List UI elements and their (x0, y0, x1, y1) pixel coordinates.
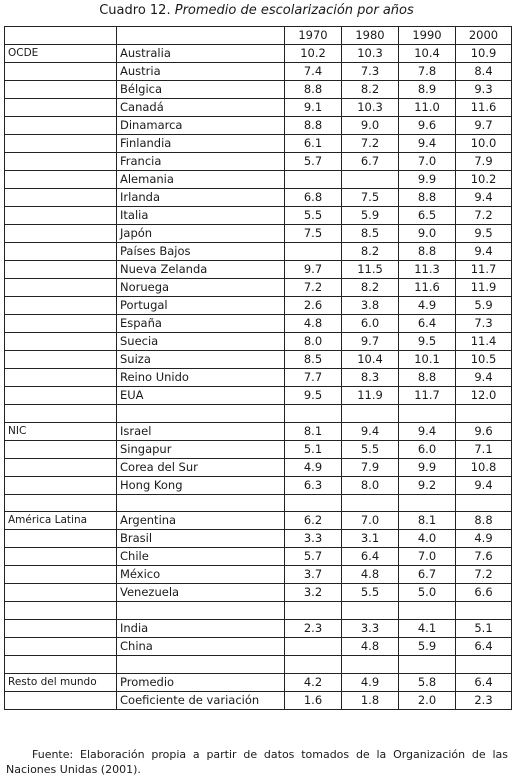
value-cell: 7.3 (342, 63, 399, 81)
value-cell: 6.7 (399, 566, 456, 584)
value-cell: 4.9 (285, 458, 342, 476)
value-cell: 1.8 (342, 691, 399, 709)
value-cell: 6.4 (399, 315, 456, 333)
table-row (5, 691, 512, 709)
value-cell: 6.8 (285, 189, 342, 207)
group-cell (5, 243, 117, 261)
value-cell: 6.2 (285, 512, 342, 530)
table-row (5, 620, 512, 638)
value-cell: 5.1 (456, 620, 512, 638)
country-cell: Países Bajos (117, 243, 285, 261)
table-row (5, 638, 512, 656)
value-cell: 1.6 (285, 691, 342, 709)
value-cell: 10.9 (456, 45, 512, 63)
value-cell: 4.8 (285, 315, 342, 333)
table-row (5, 673, 512, 691)
value-cell: 9.5 (456, 225, 512, 243)
group-cell (5, 189, 117, 207)
value-cell: 6.1 (285, 135, 342, 153)
value-cell: 8.5 (342, 225, 399, 243)
header-group (5, 27, 117, 45)
table-row (5, 440, 512, 458)
value-cell: 11.9 (342, 387, 399, 405)
country-cell (117, 602, 285, 620)
value-cell: 3.3 (342, 620, 399, 638)
group-cell: América Latina (5, 512, 117, 530)
value-cell: 11.0 (399, 99, 456, 117)
value-cell (342, 171, 399, 189)
value-cell: 10.5 (456, 351, 512, 369)
group-cell (5, 620, 117, 638)
country-cell: China (117, 638, 285, 656)
table-row (5, 315, 512, 333)
value-cell: 11.7 (399, 387, 456, 405)
value-cell: 9.9 (399, 171, 456, 189)
country-cell: Noruega (117, 279, 285, 297)
group-cell (5, 369, 117, 387)
value-cell: 4.0 (399, 530, 456, 548)
value-cell: 9.6 (456, 422, 512, 440)
value-cell: 5.5 (342, 584, 399, 602)
value-cell: 10.8 (456, 458, 512, 476)
value-cell: 7.0 (399, 153, 456, 171)
value-cell: 7.2 (285, 279, 342, 297)
value-cell: 10.3 (342, 45, 399, 63)
group-cell (5, 81, 117, 99)
group-cell (5, 458, 117, 476)
country-cell: Coeficiente de variación (117, 691, 285, 709)
value-cell: 3.1 (342, 530, 399, 548)
value-cell: 4.2 (285, 673, 342, 691)
table-row (5, 279, 512, 297)
country-cell: EUA (117, 387, 285, 405)
group-cell: Resto del mundo (5, 673, 117, 691)
group-cell (5, 405, 117, 423)
value-cell (342, 494, 399, 512)
country-cell: España (117, 315, 285, 333)
value-cell: 6.6 (456, 584, 512, 602)
value-cell: 8.0 (285, 333, 342, 351)
table-row (5, 153, 512, 171)
country-cell: Alemania (117, 171, 285, 189)
value-cell: 7.3 (456, 315, 512, 333)
value-cell: 8.2 (342, 279, 399, 297)
value-cell: 8.2 (342, 81, 399, 99)
value-cell: 6.3 (285, 476, 342, 494)
country-cell: Israel (117, 422, 285, 440)
country-cell: Austria (117, 63, 285, 81)
value-cell: 6.0 (342, 315, 399, 333)
value-cell: 9.4 (399, 422, 456, 440)
value-cell: 4.9 (399, 297, 456, 315)
value-cell: 2.3 (285, 620, 342, 638)
value-cell: 10.3 (342, 99, 399, 117)
value-cell: 7.6 (456, 548, 512, 566)
value-cell: 7.0 (399, 548, 456, 566)
value-cell: 5.0 (399, 584, 456, 602)
value-cell (399, 494, 456, 512)
value-cell: 11.3 (399, 261, 456, 279)
group-cell (5, 494, 117, 512)
table-row (5, 476, 512, 494)
group-cell (5, 225, 117, 243)
value-cell (399, 602, 456, 620)
value-cell: 10.4 (342, 351, 399, 369)
country-cell: Nueva Zelanda (117, 261, 285, 279)
value-cell: 8.8 (285, 117, 342, 135)
value-cell: 4.9 (342, 673, 399, 691)
value-cell: 6.0 (399, 440, 456, 458)
country-cell: México (117, 566, 285, 584)
value-cell: 5.9 (456, 297, 512, 315)
group-cell (5, 171, 117, 189)
country-cell: Reino Unido (117, 369, 285, 387)
value-cell: 7.8 (399, 63, 456, 81)
value-cell: 4.1 (399, 620, 456, 638)
table-body (5, 45, 512, 710)
country-cell (117, 494, 285, 512)
value-cell: 2.6 (285, 297, 342, 315)
table-row (5, 63, 512, 81)
table-row (5, 81, 512, 99)
value-cell: 4.8 (342, 638, 399, 656)
group-cell (5, 261, 117, 279)
value-cell: 11.5 (342, 261, 399, 279)
value-cell: 10.2 (285, 45, 342, 63)
value-cell: 8.1 (399, 512, 456, 530)
table-row (5, 369, 512, 387)
value-cell: 3.3 (285, 530, 342, 548)
value-cell (342, 602, 399, 620)
value-cell: 11.6 (399, 279, 456, 297)
group-cell (5, 333, 117, 351)
group-cell (5, 207, 117, 225)
value-cell (285, 405, 342, 423)
value-cell (456, 656, 512, 674)
value-cell: 5.9 (342, 207, 399, 225)
country-cell: Corea del Sur (117, 458, 285, 476)
header-row (5, 27, 512, 45)
country-cell: Venezuela (117, 584, 285, 602)
value-cell: 6.4 (456, 638, 512, 656)
group-cell: OCDE (5, 45, 117, 63)
group-cell (5, 297, 117, 315)
value-cell: 5.9 (399, 638, 456, 656)
group-cell (5, 315, 117, 333)
table-row (5, 207, 512, 225)
value-cell: 9.4 (399, 135, 456, 153)
value-cell: 5.5 (342, 440, 399, 458)
group-cell (5, 548, 117, 566)
value-cell (456, 405, 512, 423)
country-cell: Irlanda (117, 189, 285, 207)
value-cell: 9.2 (399, 476, 456, 494)
group-cell (5, 656, 117, 674)
value-cell (285, 494, 342, 512)
country-cell: Suiza (117, 351, 285, 369)
value-cell: 2.3 (456, 691, 512, 709)
value-cell: 7.4 (285, 63, 342, 81)
group-cell (5, 117, 117, 135)
group-cell (5, 440, 117, 458)
header-year: 1980 (342, 27, 399, 45)
value-cell: 10.1 (399, 351, 456, 369)
table-number: Cuadro 12. (99, 3, 171, 18)
value-cell: 12.0 (456, 387, 512, 405)
value-cell: 3.2 (285, 584, 342, 602)
table-row (5, 333, 512, 351)
value-cell: 7.2 (342, 135, 399, 153)
country-cell: Dinamarca (117, 117, 285, 135)
table-row (5, 117, 512, 135)
country-cell: Bélgica (117, 81, 285, 99)
value-cell: 9.1 (285, 99, 342, 117)
country-cell: Finlandia (117, 135, 285, 153)
table-row (5, 261, 512, 279)
value-cell: 7.1 (456, 440, 512, 458)
value-cell: 2.0 (399, 691, 456, 709)
table-row (5, 584, 512, 602)
table-row (5, 189, 512, 207)
table-row (5, 458, 512, 476)
value-cell: 4.9 (456, 530, 512, 548)
value-cell: 7.2 (456, 207, 512, 225)
value-cell: 10.2 (456, 171, 512, 189)
value-cell: 9.4 (342, 422, 399, 440)
value-cell: 6.4 (342, 548, 399, 566)
value-cell: 8.5 (285, 351, 342, 369)
value-cell: 5.7 (285, 548, 342, 566)
table-row (5, 566, 512, 584)
table-row (5, 45, 512, 63)
value-cell: 5.1 (285, 440, 342, 458)
value-cell: 8.8 (399, 243, 456, 261)
value-cell: 9.7 (285, 261, 342, 279)
country-cell (117, 405, 285, 423)
table-row (5, 243, 512, 261)
table-row (5, 530, 512, 548)
value-cell: 9.3 (456, 81, 512, 99)
group-cell (5, 476, 117, 494)
table-row (5, 387, 512, 405)
group-cell (5, 99, 117, 117)
group-cell (5, 135, 117, 153)
value-cell: 11.7 (456, 261, 512, 279)
value-cell (342, 405, 399, 423)
value-cell: 11.6 (456, 99, 512, 117)
country-cell: Portugal (117, 297, 285, 315)
value-cell: 7.5 (342, 189, 399, 207)
header-year: 2000 (456, 27, 512, 45)
value-cell: 5.8 (399, 673, 456, 691)
value-cell (456, 602, 512, 620)
value-cell: 9.7 (456, 117, 512, 135)
country-cell (117, 656, 285, 674)
group-cell (5, 602, 117, 620)
value-cell (285, 638, 342, 656)
value-cell: 7.9 (456, 153, 512, 171)
table-row (5, 297, 512, 315)
value-cell: 9.0 (342, 117, 399, 135)
group-cell (5, 153, 117, 171)
country-cell: Australia (117, 45, 285, 63)
country-cell: Francia (117, 153, 285, 171)
group-cell (5, 279, 117, 297)
value-cell (342, 656, 399, 674)
table-caption: Promedio de escolarización por años (174, 3, 414, 18)
table-row (5, 225, 512, 243)
country-cell: Argentina (117, 512, 285, 530)
value-cell (285, 602, 342, 620)
schooling-table (4, 26, 512, 710)
group-cell (5, 63, 117, 81)
value-cell: 9.0 (399, 225, 456, 243)
value-cell: 10.0 (456, 135, 512, 153)
group-cell (5, 351, 117, 369)
value-cell: 8.8 (456, 512, 512, 530)
value-cell: 11.4 (456, 333, 512, 351)
value-cell: 8.8 (285, 81, 342, 99)
table-row (5, 135, 512, 153)
value-cell: 4.8 (342, 566, 399, 584)
country-cell: Japón (117, 225, 285, 243)
value-cell: 8.8 (399, 369, 456, 387)
table-row (5, 602, 512, 620)
value-cell: 8.8 (399, 189, 456, 207)
value-cell: 6.5 (399, 207, 456, 225)
value-cell: 8.9 (399, 81, 456, 99)
value-cell: 9.7 (342, 333, 399, 351)
value-cell (456, 494, 512, 512)
group-cell (5, 387, 117, 405)
table-row (5, 422, 512, 440)
value-cell (399, 405, 456, 423)
header-year: 1990 (399, 27, 456, 45)
table-row (5, 99, 512, 117)
value-cell: 8.0 (342, 476, 399, 494)
header-country (117, 27, 285, 45)
country-cell: Hong Kong (117, 476, 285, 494)
value-cell: 9.5 (399, 333, 456, 351)
table-row (5, 171, 512, 189)
value-cell: 7.5 (285, 225, 342, 243)
value-cell: 8.1 (285, 422, 342, 440)
value-cell: 6.7 (342, 153, 399, 171)
value-cell: 5.7 (285, 153, 342, 171)
group-cell (5, 584, 117, 602)
value-cell: 10.4 (399, 45, 456, 63)
country-cell: Singapur (117, 440, 285, 458)
value-cell: 8.4 (456, 63, 512, 81)
country-cell: Promedio (117, 673, 285, 691)
value-cell: 9.6 (399, 117, 456, 135)
value-cell: 9.9 (399, 458, 456, 476)
table-title (0, 2, 513, 19)
group-cell (5, 566, 117, 584)
value-cell: 7.7 (285, 369, 342, 387)
group-cell (5, 530, 117, 548)
value-cell: 7.9 (342, 458, 399, 476)
value-cell: 9.4 (456, 369, 512, 387)
group-cell (5, 638, 117, 656)
value-cell: 7.0 (342, 512, 399, 530)
group-cell: NIC (5, 422, 117, 440)
table-row (5, 494, 512, 512)
value-cell: 9.4 (456, 476, 512, 494)
table-row (5, 405, 512, 423)
value-cell: 8.3 (342, 369, 399, 387)
table-row (5, 656, 512, 674)
source-note: Fuente: Elaboración propia a partir de datos tomados de la Organización de las Naciones Unidas (2001). (6, 748, 508, 776)
value-cell (285, 171, 342, 189)
value-cell: 11.9 (456, 279, 512, 297)
value-cell (399, 656, 456, 674)
value-cell: 9.4 (456, 189, 512, 207)
table-row (5, 351, 512, 369)
value-cell: 6.4 (456, 673, 512, 691)
country-cell: Canadá (117, 99, 285, 117)
value-cell (285, 243, 342, 261)
value-cell: 9.5 (285, 387, 342, 405)
country-cell: India (117, 620, 285, 638)
value-cell (285, 656, 342, 674)
value-cell: 7.2 (456, 566, 512, 584)
group-cell (5, 691, 117, 709)
table-row (5, 512, 512, 530)
table-row (5, 548, 512, 566)
value-cell: 8.2 (342, 243, 399, 261)
country-cell: Chile (117, 548, 285, 566)
value-cell: 9.4 (456, 243, 512, 261)
header-year: 1970 (285, 27, 342, 45)
value-cell: 3.8 (342, 297, 399, 315)
country-cell: Brasil (117, 530, 285, 548)
value-cell: 3.7 (285, 566, 342, 584)
country-cell: Italia (117, 207, 285, 225)
country-cell: Suecia (117, 333, 285, 351)
value-cell: 5.5 (285, 207, 342, 225)
